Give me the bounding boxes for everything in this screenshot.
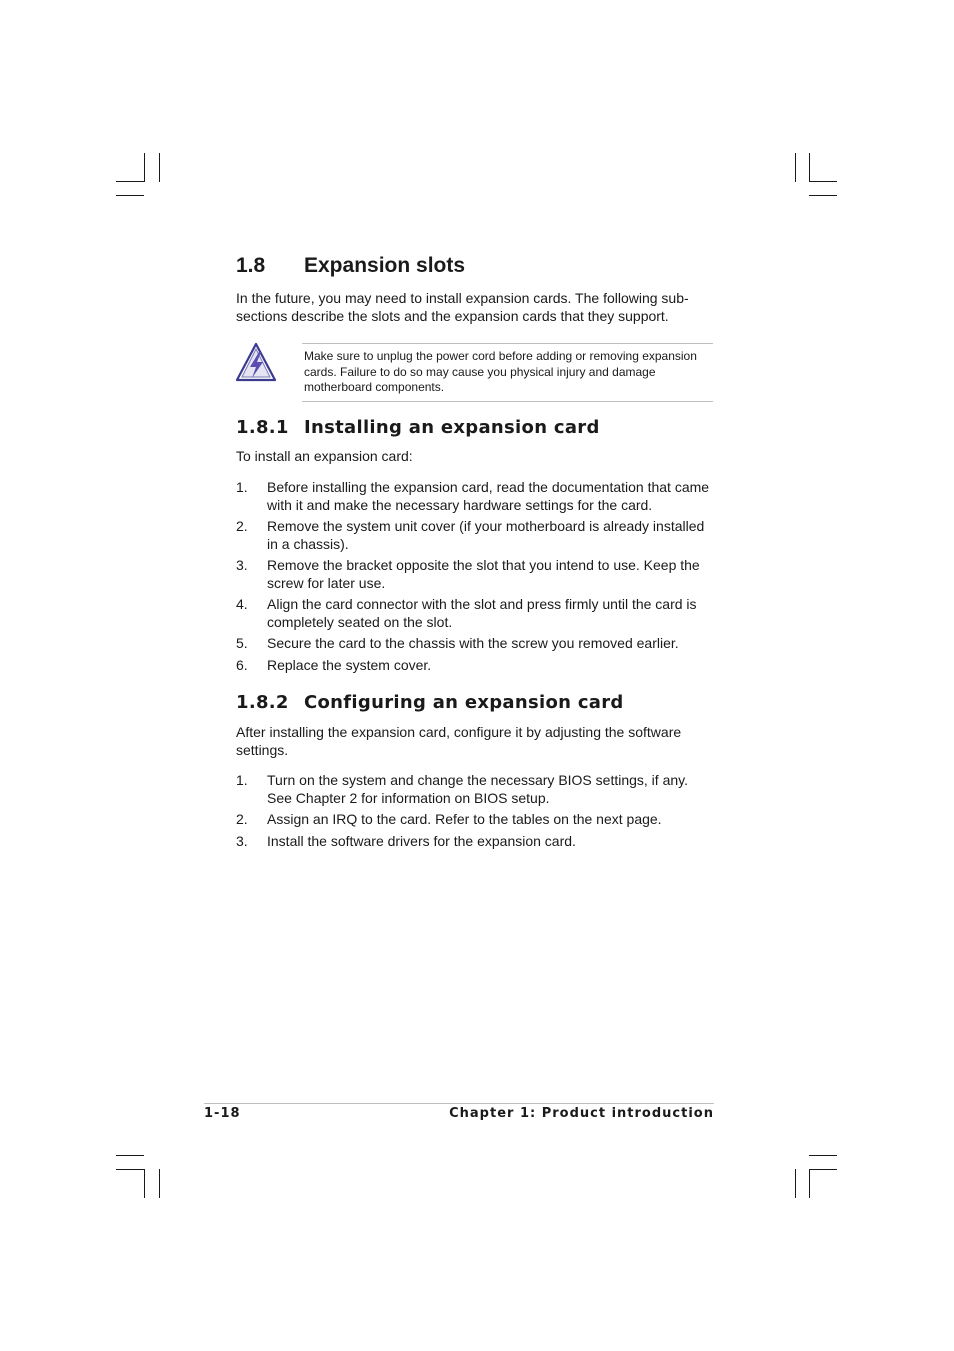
step-number: 3. (236, 557, 248, 573)
crop-mark (159, 1169, 160, 1198)
section-title: Expansion slots (304, 254, 466, 277)
step-number: 5. (236, 635, 248, 651)
crop-mark (809, 1155, 837, 1156)
warning-icon (235, 341, 277, 383)
list-item (236, 596, 716, 631)
crop-mark (809, 153, 810, 182)
crop-mark (116, 1169, 144, 1170)
install-lead: To install an expansion card: (236, 448, 413, 464)
step-text: Secure the card to the chassis with the screw you removed earlier. (267, 635, 679, 651)
warning-note-text: Make sure to unplug the power cord before adding or removing expansion cards. Failure to do so may cause you physical injury and damage motherboard components. (304, 349, 697, 394)
step-number: 2. (236, 811, 248, 827)
subsection-title: Installing an expansion card (304, 417, 600, 438)
step-text: Install the software drivers for the expansion card. (267, 832, 576, 849)
crop-mark (116, 181, 144, 182)
intro-paragraph: In the future, you may need to install expansion cards. The following sub-sections describe the slots and the expansion cards that they support. (236, 290, 689, 324)
crop-mark (795, 1169, 796, 1198)
crop-mark (159, 153, 160, 182)
subsection-heading-install (236, 417, 600, 438)
chapter-title: Chapter 1: Product introduction (449, 1106, 714, 1121)
page-number: 1-18 (204, 1106, 241, 1121)
list-item (236, 518, 716, 553)
subsection-heading-configure (236, 692, 624, 713)
list-item (236, 811, 716, 829)
section-number: 1.8 (236, 254, 266, 277)
crop-mark (144, 153, 145, 182)
configure-steps (236, 772, 716, 854)
step-text: Replace the system cover. (267, 656, 432, 673)
step-text: Remove the bracket opposite the slot that you intend to use. Keep the screw for later use. (267, 557, 700, 591)
list-item (236, 772, 716, 807)
crop-mark (116, 1155, 144, 1156)
subsection-number: 1.8.1 (236, 417, 289, 438)
step-text: Remove the system unit cover (if your motherboard is already installed in a chassis). (267, 518, 705, 552)
warning-note (302, 343, 713, 402)
subsection-number: 1.8.2 (236, 692, 289, 713)
list-item (236, 479, 716, 514)
crop-mark (809, 1169, 837, 1170)
list-item (236, 657, 716, 675)
footer-rule (204, 1103, 714, 1104)
step-text: Turn on the system and change the necessary BIOS settings, if any. See Chapter 2 for information on BIOS setup. (267, 772, 688, 806)
step-number: 2. (236, 518, 248, 534)
step-number: 6. (236, 656, 248, 673)
list-item (236, 635, 716, 653)
list-item (236, 833, 716, 851)
step-text: Align the card connector with the slot and press firmly until the card is completely seated on the slot. (267, 596, 697, 630)
step-number: 3. (236, 832, 248, 849)
list-item (236, 557, 716, 592)
step-number: 4. (236, 596, 248, 612)
crop-mark (809, 195, 837, 196)
crop-mark (809, 1169, 810, 1198)
crop-mark (144, 1169, 145, 1198)
subsection-title: Configuring an expansion card (304, 692, 624, 713)
crop-mark (795, 153, 796, 182)
crop-mark (809, 181, 837, 182)
install-steps (236, 479, 716, 678)
section-heading (236, 254, 465, 278)
configure-lead: After installing the expansion card, configure it by adjusting the software settings. (236, 724, 682, 758)
step-number: 1. (236, 772, 248, 788)
step-text: Assign an IRQ to the card. Refer to the tables on the next page. (267, 811, 662, 827)
crop-mark (116, 195, 144, 196)
step-number: 1. (236, 479, 248, 495)
step-text: Before installing the expansion card, read the documentation that came with it and make the necessary hardware settings for the card. (267, 479, 710, 513)
